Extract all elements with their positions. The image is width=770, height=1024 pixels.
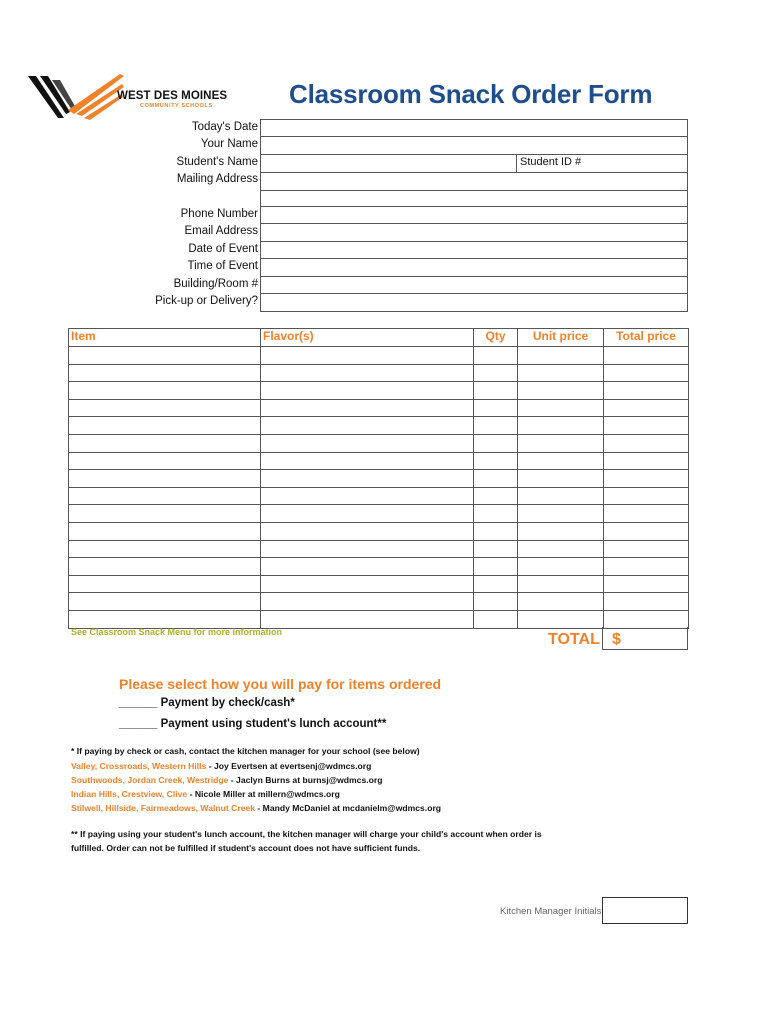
table-row bbox=[69, 452, 689, 470]
table-row bbox=[69, 610, 689, 628]
kitchen-manager-initials-field[interactable] bbox=[602, 897, 688, 924]
header-total-price: Total price bbox=[604, 329, 689, 347]
contact-schools: Indian Hills, Crestview, Clive bbox=[71, 789, 188, 799]
label-date-of-event: Date of Event bbox=[188, 243, 258, 255]
flavor-cell[interactable] bbox=[261, 522, 474, 540]
flavor-cell[interactable] bbox=[261, 575, 474, 593]
qty-cell[interactable] bbox=[474, 505, 518, 523]
logo-name: WEST DES MOINES bbox=[117, 90, 228, 102]
item-cell[interactable] bbox=[69, 558, 261, 576]
table-row bbox=[69, 487, 689, 505]
mailing-address-field[interactable] bbox=[260, 172, 688, 207]
item-cell[interactable] bbox=[69, 399, 261, 417]
table-row bbox=[69, 540, 689, 558]
qty-cell[interactable] bbox=[474, 558, 518, 576]
total-price-cell[interactable] bbox=[604, 505, 689, 523]
total-currency: $ bbox=[612, 631, 621, 648]
total-price-cell[interactable] bbox=[604, 522, 689, 540]
item-cell[interactable] bbox=[69, 364, 261, 382]
item-cell[interactable] bbox=[69, 593, 261, 611]
total-price-cell[interactable] bbox=[604, 364, 689, 382]
header-unit-price: Unit price bbox=[518, 329, 604, 347]
page-title: Classroom Snack Order Form bbox=[289, 79, 653, 109]
label-mailing-address: Mailing Address bbox=[176, 173, 258, 185]
unit-price-cell[interactable] bbox=[518, 575, 604, 593]
qty-cell[interactable] bbox=[474, 452, 518, 470]
unit-price-cell[interactable] bbox=[518, 470, 604, 488]
flavor-cell[interactable] bbox=[261, 417, 474, 435]
item-cell[interactable] bbox=[69, 434, 261, 452]
unit-price-cell[interactable] bbox=[518, 434, 604, 452]
flavor-cell[interactable] bbox=[261, 399, 474, 417]
total-label: TOTAL bbox=[548, 631, 600, 648]
item-cell[interactable] bbox=[69, 470, 261, 488]
student-id-field[interactable]: Student ID # bbox=[516, 154, 688, 172]
email-address-field[interactable] bbox=[260, 223, 688, 242]
header-item: Item bbox=[69, 329, 261, 347]
district-logo-icon bbox=[28, 72, 128, 124]
item-cell[interactable] bbox=[69, 452, 261, 470]
contact-schools: Southwoods, Jordan Creek, Westridge bbox=[71, 775, 229, 785]
contact-person: - Jaclyn Burns at burnsj@wdmcs.org bbox=[228, 775, 383, 785]
flavor-cell[interactable] bbox=[261, 487, 474, 505]
table-row bbox=[69, 364, 689, 382]
label-todays-date: Today's Date bbox=[191, 121, 258, 133]
contact-line bbox=[71, 789, 340, 799]
time-of-event-field[interactable] bbox=[260, 258, 688, 277]
total-price-cell[interactable] bbox=[604, 452, 689, 470]
kitchen-manager-label: Kitchen Manager Initials bbox=[500, 906, 602, 917]
qty-cell[interactable] bbox=[474, 347, 518, 365]
unit-price-cell[interactable] bbox=[518, 558, 604, 576]
unit-price-cell[interactable] bbox=[518, 417, 604, 435]
todays-date-field[interactable] bbox=[260, 119, 688, 137]
total-price-cell[interactable] bbox=[604, 417, 689, 435]
table-row bbox=[69, 575, 689, 593]
your-name-field[interactable] bbox=[260, 136, 688, 155]
contact-person: - Mandy McDaniel at mcdanielm@wdmcs.org bbox=[255, 803, 442, 813]
item-cell[interactable] bbox=[69, 575, 261, 593]
qty-cell[interactable] bbox=[474, 522, 518, 540]
building-room-field[interactable] bbox=[260, 276, 688, 294]
table-row bbox=[69, 434, 689, 452]
unit-price-cell[interactable] bbox=[518, 505, 604, 523]
flavor-cell[interactable] bbox=[261, 434, 474, 452]
qty-cell[interactable] bbox=[474, 470, 518, 488]
contact-schools: Valley, Crossroads, Western Hills bbox=[71, 761, 207, 771]
lunch-account-note-line1: ** If paying using your student's lunch account, the kitchen manager will charge your child's account when order is bbox=[71, 829, 542, 839]
payment-option-lunch-account[interactable]: ______ Payment using student's lunch account** bbox=[119, 718, 387, 730]
unit-price-cell[interactable] bbox=[518, 487, 604, 505]
header-flavor: Flavor(s) bbox=[261, 329, 474, 347]
table-row bbox=[69, 417, 689, 435]
unit-price-cell[interactable] bbox=[518, 399, 604, 417]
payment-option-check-cash[interactable]: ______ Payment by check/cash* bbox=[119, 697, 295, 709]
date-of-event-field[interactable] bbox=[260, 241, 688, 259]
unit-price-cell[interactable] bbox=[518, 364, 604, 382]
label-phone-number: Phone Number bbox=[180, 208, 258, 220]
table-row bbox=[69, 593, 689, 611]
order-items-table bbox=[68, 328, 689, 629]
qty-cell[interactable] bbox=[474, 610, 518, 628]
qty-cell[interactable] bbox=[474, 487, 518, 505]
table-row bbox=[69, 558, 689, 576]
unit-price-cell[interactable] bbox=[518, 382, 604, 400]
qty-cell[interactable] bbox=[474, 382, 518, 400]
contact-line bbox=[71, 761, 371, 771]
flavor-cell[interactable] bbox=[261, 505, 474, 523]
total-price-cell[interactable] bbox=[604, 610, 689, 628]
total-price-cell[interactable] bbox=[604, 593, 689, 611]
check-cash-note: * If paying by check or cash, contact the kitchen manager for your school (see below) bbox=[71, 746, 420, 756]
flavor-cell[interactable] bbox=[261, 610, 474, 628]
qty-cell[interactable] bbox=[474, 540, 518, 558]
unit-price-cell[interactable] bbox=[518, 452, 604, 470]
payment-heading: Please select how you will pay for items ordered bbox=[119, 676, 442, 692]
unit-price-cell[interactable] bbox=[518, 522, 604, 540]
item-cell[interactable] bbox=[69, 522, 261, 540]
contact-person: - Joy Evertsen at evertsenj@wdmcs.org bbox=[206, 761, 372, 771]
total-price-cell[interactable] bbox=[604, 470, 689, 488]
flavor-cell[interactable] bbox=[261, 540, 474, 558]
flavor-cell[interactable] bbox=[261, 452, 474, 470]
item-cell[interactable] bbox=[69, 505, 261, 523]
unit-price-cell[interactable] bbox=[518, 610, 604, 628]
table-row bbox=[69, 522, 689, 540]
phone-number-field[interactable] bbox=[260, 206, 688, 224]
menu-note: See Classroom Snack Menu for more information bbox=[71, 627, 283, 637]
item-cell[interactable] bbox=[69, 610, 261, 628]
flavor-cell[interactable] bbox=[261, 558, 474, 576]
total-price-cell[interactable] bbox=[604, 434, 689, 452]
lunch-account-note-line2: fulfilled. Order can not be fulfilled if student's account does not have sufficient funds. bbox=[71, 843, 421, 853]
item-cell[interactable] bbox=[69, 487, 261, 505]
flavor-cell[interactable] bbox=[261, 347, 474, 365]
label-your-name: Your Name bbox=[200, 138, 258, 150]
item-cell[interactable] bbox=[69, 347, 261, 365]
flavor-cell[interactable] bbox=[261, 470, 474, 488]
label-building-room: Building/Room # bbox=[173, 278, 258, 290]
total-price-cell[interactable] bbox=[604, 540, 689, 558]
qty-cell[interactable] bbox=[474, 364, 518, 382]
flavor-cell[interactable] bbox=[261, 364, 474, 382]
item-cell[interactable] bbox=[69, 540, 261, 558]
total-price-cell[interactable] bbox=[604, 487, 689, 505]
table-row bbox=[69, 382, 689, 400]
qty-cell[interactable] bbox=[474, 417, 518, 435]
total-price-cell[interactable] bbox=[604, 575, 689, 593]
total-price-cell[interactable] bbox=[604, 382, 689, 400]
qty-cell[interactable] bbox=[474, 434, 518, 452]
contact-person: - Nicole Miller at millern@wdmcs.org bbox=[187, 789, 340, 799]
total-price-cell[interactable] bbox=[604, 399, 689, 417]
label-student-name: Student's Name bbox=[176, 156, 258, 168]
label-time-of-event: Time of Event bbox=[187, 260, 258, 272]
label-pickup-delivery: Pick-up or Delivery? bbox=[155, 295, 258, 307]
table-row bbox=[69, 470, 689, 488]
header-qty: Qty bbox=[474, 329, 518, 347]
item-cell[interactable] bbox=[69, 417, 261, 435]
unit-price-cell[interactable] bbox=[518, 540, 604, 558]
pickup-delivery-field[interactable] bbox=[260, 293, 688, 312]
contact-line bbox=[71, 775, 382, 785]
unit-price-cell[interactable] bbox=[518, 347, 604, 365]
unit-price-cell[interactable] bbox=[518, 593, 604, 611]
table-row bbox=[69, 399, 689, 417]
qty-cell[interactable] bbox=[474, 399, 518, 417]
flavor-cell[interactable] bbox=[261, 593, 474, 611]
item-cell[interactable] bbox=[69, 382, 261, 400]
contact-line bbox=[71, 803, 441, 813]
logo-subtitle: COMMUNITY SCHOOLS bbox=[140, 103, 213, 109]
qty-cell[interactable] bbox=[474, 593, 518, 611]
table-row bbox=[69, 505, 689, 523]
qty-cell[interactable] bbox=[474, 575, 518, 593]
total-price-cell[interactable] bbox=[604, 558, 689, 576]
total-price-cell[interactable] bbox=[604, 347, 689, 365]
flavor-cell[interactable] bbox=[261, 382, 474, 400]
label-email-address: Email Address bbox=[184, 225, 258, 237]
table-row bbox=[69, 347, 689, 365]
contact-schools: Stilwell, Hillside, Fairmeadows, Walnut Creek bbox=[71, 803, 256, 813]
